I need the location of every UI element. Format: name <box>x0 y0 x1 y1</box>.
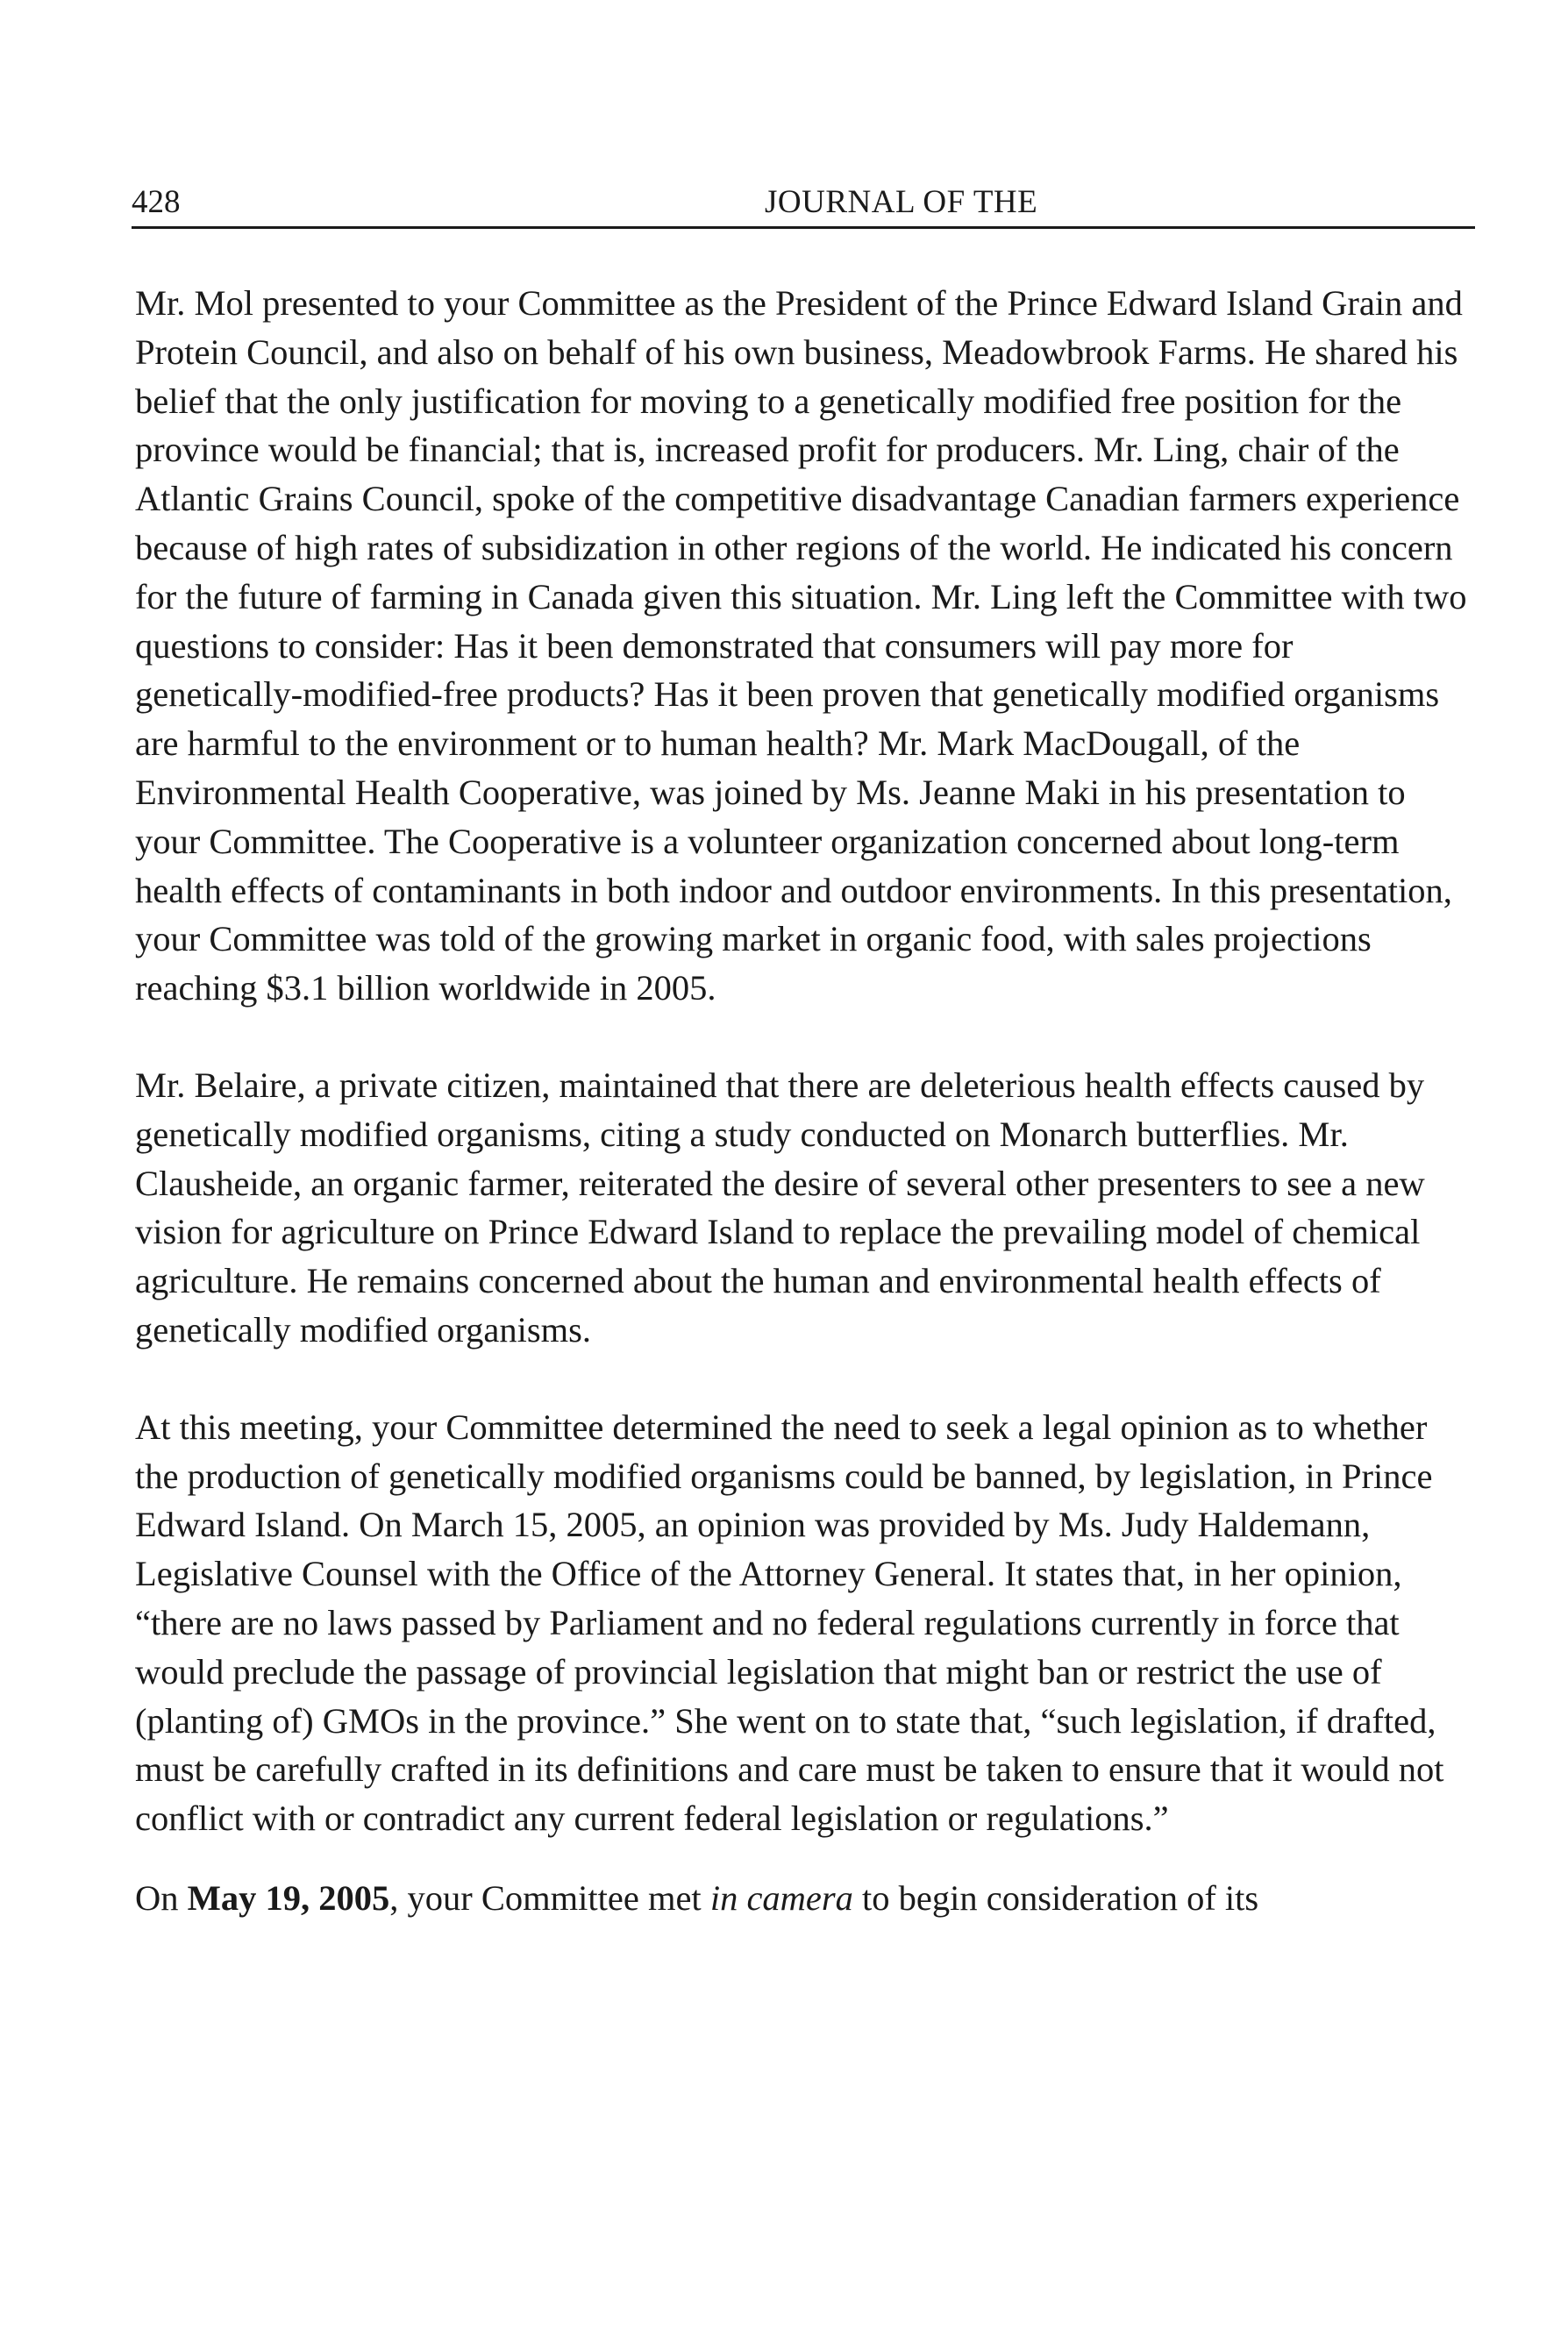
final-lead-text: On <box>135 1877 188 1918</box>
header-rule <box>132 226 1475 229</box>
final-tail-text: to begin consideration of its <box>852 1877 1259 1918</box>
journal-title: JOURNAL OF THE <box>765 184 1038 220</box>
paragraph-belaire-clausheide: Mr. Belaire, a private citizen, maintained that there are deleterious health effects caused by genetically modified organisms, citing a study conducted on Monarch butterflies. Mr. Clausheide, an organic farmer, reiterated the desire of several other presenters to see a new vision for agriculture on Prince Edward Island to replace the prevailing model of chemical agriculture. He remains concerned about the human and environmental health effects of genetically modified organisms. <box>135 1065 1425 1350</box>
paragraph-presentations: Mr. Mol presented to your Committee as the President of the Prince Edward Island Grain and Protein Council, and also on behalf of his own business, Meadowbrook Farms. He shared his belief that the only justification for moving to a genetically modified free position for the province would be financial; that is, increased profit for producers. Mr. Ling, chair of the Atlantic Grains Council, spoke of the competitive disadvantage Canadian farmers experience because of high rates of subsidization in other regions of the world. He indicated his concern for the future of farming in Canada given this situation. Mr. Ling left the Committee with two questions to consider: Has it been demonstrated that consumers will pay more for genetically-modified-free products? Has it been proven that genetically modified organisms are harmful to the environment or to human health? Mr. Mark MacDougall, of the Environmental Health Cooperative, was joined by Ms. Jeanne Maki in his presentation to your Committee. The Cooperative is a volunteer organization concerned about long-term health effects of contaminants in both indoor and outdoor environments. In this presentation, your Committee was told of the growing market in organic food, with sales projections reaching $3.1 billion worldwide in 2005. <box>135 283 1467 1008</box>
final-middle-text: , your Committee met <box>389 1877 710 1918</box>
running-head <box>132 180 1475 225</box>
page-number: 428 <box>132 184 181 220</box>
paragraph-legal-opinion: At this meeting, your Committee determined the need to seek a legal opinion as to whether the production of genetically modified organisms could be banned, by legislation, in Prince Edward Island. On March 15, 2005, an opinion was provided by Ms. Judy Haldemann, Legislative Counsel with the Office of the Attorney General. It states that, in her opinion, “there are no laws passed by Parliament and no federal regulations currently in force that would preclude the passage of provincial legislation that might ban or restrict the use of (planting of) GMOs in the province.” She went on to state that, “such legislation, if drafted, must be carefully crafted in its definitions and care must be taken to ensure that it would not conflict with or contradict any current federal legislation or regulations.” <box>135 1407 1444 1839</box>
meeting-date: May 19, 2005 <box>187 1877 390 1918</box>
paragraph-may-meeting <box>135 1874 1468 1923</box>
in-camera-term: in camera <box>709 1877 853 1918</box>
body-text <box>135 279 1468 1923</box>
